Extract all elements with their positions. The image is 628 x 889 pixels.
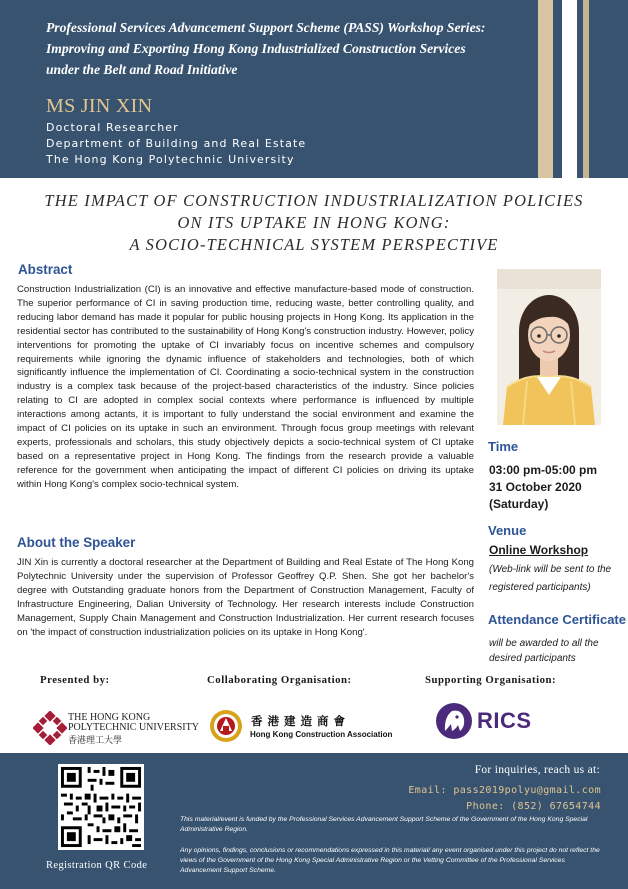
qr-code-label: Registration QR Code: [46, 860, 148, 871]
certificate-note: will be awarded to all the desired participants: [489, 638, 599, 664]
venue-heading: Venue: [488, 523, 527, 538]
abstract-heading: Abstract: [18, 262, 73, 277]
polyu-logo-icon: [33, 711, 67, 745]
rics-wordmark: RICS: [477, 708, 532, 733]
decorative-stripe: [538, 0, 553, 178]
certificate-heading: Attendance Certificate: [488, 612, 626, 627]
abstract-text: Construction Industrialization (CI) is an innovative and effective manufacture-based mode of construction. The superior performance of CI in saving production time, reducing waste, better controlling quality, and reducing labor demand has made it popular for public housing projects in Hong Kong. Its application in the residential sector has contributed to the sustainability of Hong Kong's construction industry. However, policy interventions for promoting the uptake of CI invariably focus on incentive schemes and compulsory requirements while ignoring the dynamic influence of stakeholders and technologies, both of which significantly influence the implementation of CI. Coordinating a socio-technical system in the construction industry is a complex task because of the project-based characteristics of the industry. Since policies relating to CI are adopted in complex social contexts where performance is influenced by multiple interactions among actants, it is important to fully understand the social environment and examine the impact of CI policies on its uptake in such an environment. Through focus group meetings with relevant experts, professionals and scholars, this study objectively depicts a socio-technical system of CI uptake based on a representative project in Hong Kong. The findings from the research provide a valuable reference for the government when anticipating the impact of different CI policies on driving its uptake within Hong Kong's complex socio-technical system.: [17, 284, 474, 490]
decorative-stripe: [583, 0, 589, 178]
hkca-english-name: Hong Kong Construction Association: [250, 730, 393, 739]
about-speaker-text: JIN Xin is currently a doctoral researcher at the Department of Building and Real Estate of The Hong Kong Polytechnic University under the supervision of Professor Geoffrey Q.P. Shen. She got her bachelor's degree with Outstanding graduate honors from the Department of Construction Management, Faculty of Infrastructure Engineering, Dalian University of Technology. Her research interests include Construction Management, Supply Chain Management and Construction Industrialization. Her current research focuses on 'the impact of construction industrialization policies on its uptake in Hong Kong'.: [17, 557, 474, 638]
contact-phone[interactable]: Phone: (852) 67654744: [466, 801, 601, 812]
event-day: (Saturday): [489, 497, 549, 511]
time-heading: Time: [488, 439, 519, 454]
funding-disclaimer: This material/event is funded by the Professional Services Advancement Support Scheme of the Government of the Hong Kong Special Administrative Region.: [180, 816, 588, 833]
decorative-stripe: [562, 0, 577, 178]
header-banner: [0, 0, 628, 178]
venue-note: (Web-link will be sent to the registered participants): [489, 564, 612, 593]
workshop-series-title: Professional Services Advancement Support Scheme (PASS) Workshop Series: Improving and Exporting Hong Kong Industrialized Construction Services under the Belt and Road Initiative: [46, 20, 486, 77]
supporting-label: Supporting Organisation:: [425, 674, 557, 686]
venue-name[interactable]: Online Workshop: [489, 543, 589, 557]
rics-lion-icon: [434, 701, 474, 741]
speaker-photo: [497, 269, 601, 425]
registration-qr-code[interactable]: [58, 764, 144, 850]
polyu-chinese-name: 香港理工大學: [68, 736, 123, 746]
presented-by-label: Presented by:: [40, 674, 110, 686]
hkca-logo-icon: [209, 709, 243, 743]
views-disclaimer: Any opinions, findings, conclusions or recommendations expressed in this material/ any event organised under this project do not reflect the views of the Government of the Hong Kong Special Administrative Region or the Vetting Committee of the Professional Services Advancement Support Scheme.: [180, 847, 600, 874]
speaker-portrait-illustration: [497, 269, 601, 425]
event-date: 31 October 2020: [489, 480, 582, 494]
talk-title: THE IMPACT OF CONSTRUCTION INDUSTRIALIZATION POLICIES ON ITS UPTAKE IN HONG KONG: A SOCIO-TECHNICAL SYSTEM PERSPECTIVE: [44, 191, 584, 254]
contact-email[interactable]: Email: pass2019polyu@gmail.com: [408, 785, 601, 796]
event-time: 03:00 pm-05:00 pm: [489, 463, 598, 477]
about-speaker-heading: About the Speaker: [17, 535, 136, 550]
polyu-name-line2: POLYTECHNIC UNIVERSITY: [68, 722, 199, 733]
collaborating-label: Collaborating Organisation:: [207, 674, 352, 686]
speaker-affiliation: Doctoral Researcher Department of Building and Real Estate The Hong Kong Polytechnic University: [46, 121, 307, 166]
speaker-name: MS JIN XIN: [46, 95, 153, 117]
qr-code-icon: [58, 764, 144, 850]
inquiry-heading: For inquiries, reach us at:: [474, 764, 600, 776]
hkca-chinese-name: 香 港 建 造 商 會: [251, 714, 346, 728]
polyu-name-line1: THE HONG KONG: [68, 712, 151, 723]
